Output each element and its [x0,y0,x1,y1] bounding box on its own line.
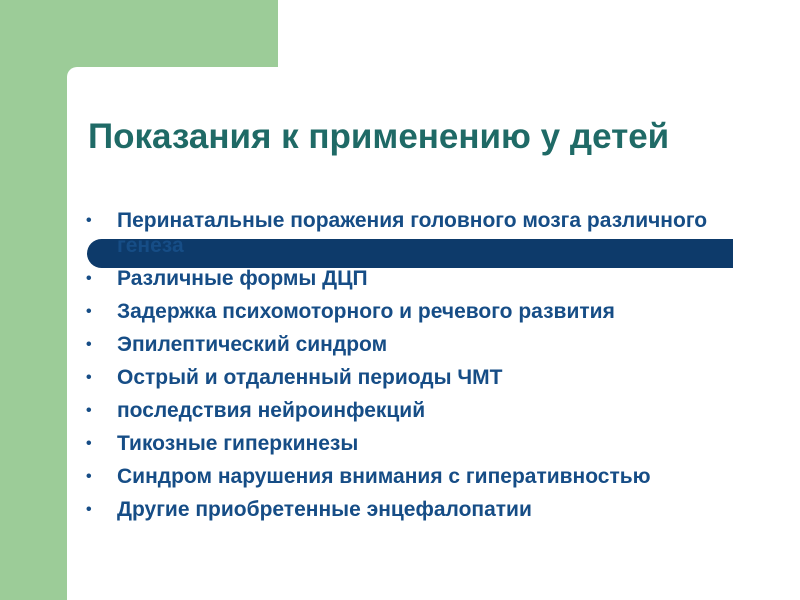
bullet-item [86,266,776,291]
bullet-text: Перинатальные поражения головного мозга различного генеза [117,209,708,257]
bullet-text: Другие приобретенные энцефалопатии [117,498,532,521]
bullet-item [86,398,776,423]
bullet-icon: • [86,369,92,386]
bullet-item [86,365,776,390]
bullet-icon: • [86,270,92,287]
bullet-text: Острый и отдаленный периоды ЧМТ [117,366,503,389]
bullet-item [86,431,776,456]
bullet-item [86,299,776,324]
bullet-text: Синдром нарушения внимания с гиперативностью [117,465,651,488]
bullet-item [86,464,776,489]
bullet-icon: • [86,402,92,419]
bullet-item [86,497,776,522]
bullet-text: Задержка психомоторного и речевого развития [117,300,615,323]
bullet-icon: • [86,212,92,229]
bullet-icon: • [86,468,92,485]
bullet-icon: • [86,336,92,353]
bullet-text: Различные формы ДЦП [117,267,368,290]
bullet-icon: • [86,501,92,518]
bullet-icon: • [86,435,92,452]
bullet-item [86,208,776,258]
bullet-text: последствия нейроинфекций [117,399,426,422]
bullet-text: Тикозные гиперкинезы [117,432,359,455]
bullet-text: Эпилептический синдром [117,333,388,356]
bullet-item [86,332,776,357]
bullet-icon: • [86,303,92,320]
slide-title: Показания к применению у детей [88,117,670,156]
bullet-list [86,208,776,530]
